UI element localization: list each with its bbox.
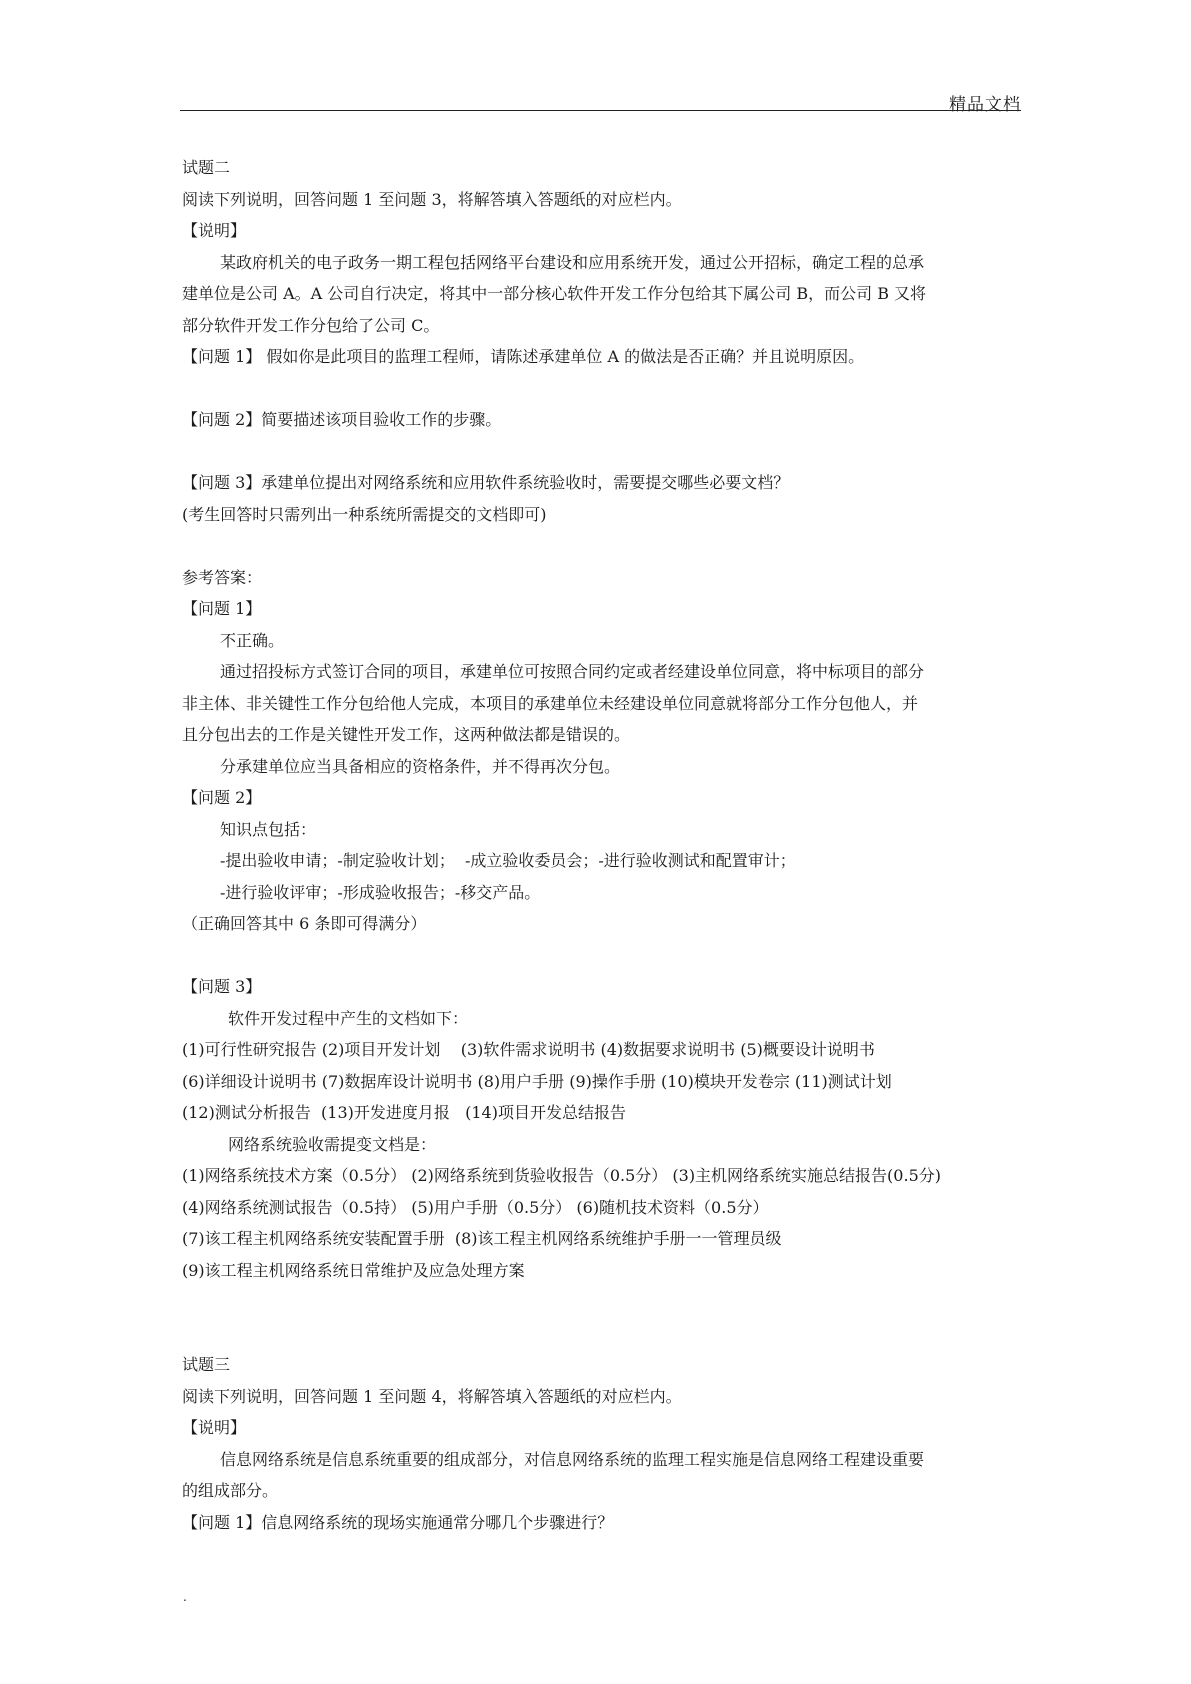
spacer — [182, 940, 1022, 972]
question-note: (考生回答时只需列出一种系统所需提交的文档即可) — [182, 504, 547, 524]
question-item: 【问题 1】信息网络系统的现场实施通常分哪几个步骤进行？ — [182, 1512, 614, 1532]
section-heading: 【说明】 — [182, 1418, 247, 1437]
list-line: (6)详细设计说明书 (7)数据库设计说明书 (8)用户手册 (9)操作手册 (10)模块开发卷宗 (11)测试计划 — [182, 1071, 892, 1091]
paragraph-line: 非主体、非关键性工作分包给他人完成，本项目的承建单位未经建设单位同意就将部分工作分包他人，并 — [182, 693, 919, 713]
spacer — [182, 373, 1022, 405]
question-item: 【问题 1】 假如你是此项目的监理工程师，请陈述承建单位 A 的做法是否正确？并且说明原因。 — [182, 347, 865, 366]
instructions: 阅读下列说明，回答问题 1 至问题 4，将解答填入答题纸的对应栏内。 — [182, 1386, 682, 1406]
footer-mark: . — [183, 1590, 187, 1604]
paragraph-line: -进行验收评审；-形成验收报告；-移交产品。 — [220, 882, 541, 902]
spacer — [182, 1286, 1022, 1349]
header-label: 精品文档 — [949, 95, 1021, 115]
list-line: (1)网络系统技术方案（0.5分） (2)网络系统到货验收报告（0.5分） (3)主机网络系统实施总结报告(0.5分) — [182, 1166, 941, 1185]
document-body — [182, 152, 1022, 1538]
paragraph-line: 通过招投标方式签订合同的项目，承建单位可按照合同约定或者经建设单位同意，将中标项目的部分 — [220, 662, 925, 681]
answer-heading: 参考答案： — [182, 567, 263, 587]
section-heading: 【问题 1】 — [182, 599, 262, 618]
header-rule — [180, 110, 1021, 111]
paragraph-line: 知识点包括： — [220, 819, 317, 839]
list-line: (1)可行性研究报告 (2)项目开发计划 (3)软件需求说明书 (4)数据要求说明书 (5)概要设计说明书 — [182, 1040, 875, 1059]
paragraph-line: -提出验收申请；-制定验收计划； -成立验收委员会；-进行验收测试和配置审计； — [220, 851, 796, 870]
question-title: 试题三 — [182, 1355, 231, 1374]
paragraph-line: 信息网络系统是信息系统重要的组成部分，对信息网络系统的监理工程实施是信息网络工程建设重要 — [220, 1449, 925, 1469]
paragraph-line: 不正确。 — [220, 630, 285, 650]
question-title: 试题二 — [182, 158, 231, 177]
paragraph-line: 且分包出去的工作是关键性开发工作，这两种做法都是错误的。 — [182, 725, 631, 744]
instructions: 阅读下列说明，回答问题 1 至问题 3，将解答填入答题纸的对应栏内。 — [182, 189, 682, 209]
list-line: (12)测试分析报告 (13)开发进度月报 (14)项目开发总结报告 — [182, 1103, 626, 1122]
paragraph-line: （正确回答其中 6 条即可得满分） — [182, 914, 427, 933]
paragraph-line: 分承建单位应当具备相应的资格条件，并不得再次分包。 — [220, 756, 621, 776]
paragraph-line: 某政府机关的电子政务一期工程包括网络平台建设和应用系统开发，通过公开招标，确定工程的总承 — [220, 252, 925, 272]
section-heading: 【问题 3】 — [182, 977, 262, 996]
paragraph-line: 软件开发过程中产生的文档如下： — [228, 1008, 469, 1028]
paragraph-line: 的组成部分。 — [182, 1481, 279, 1500]
question-item: 【问题 3】承建单位提出对网络系统和应用软件系统验收时，需要提交哪些必要文档？ — [182, 473, 790, 492]
section-heading: 【说明】 — [182, 221, 247, 240]
list-line: (7)该工程主机网络系统安装配置手册 (8)该工程主机网络系统维护手册一一管理员级 — [182, 1229, 782, 1248]
question-item: 【问题 2】简要描述该项目验收工作的步骤。 — [182, 410, 502, 429]
list-line: (4)网络系统测试报告（0.5持） (5)用户手册（0.5分） (6)随机技术资料（0.5分） — [182, 1197, 769, 1217]
spacer — [182, 530, 1022, 562]
list-line: (9)该工程主机网络系统日常维护及应急处理方案 — [182, 1260, 525, 1280]
paragraph-line: 部分软件开发工作分包给了公司 C。 — [182, 315, 440, 335]
paragraph-line: 网络系统验收需提变文档是： — [228, 1134, 437, 1154]
paragraph-line: 建单位是公司 A。A 公司自行决定，将其中一部分核心软件开发工作分包给其下属公司 B，而公司 B 又将 — [182, 284, 927, 303]
section-heading: 【问题 2】 — [182, 788, 262, 807]
spacer — [182, 436, 1022, 468]
